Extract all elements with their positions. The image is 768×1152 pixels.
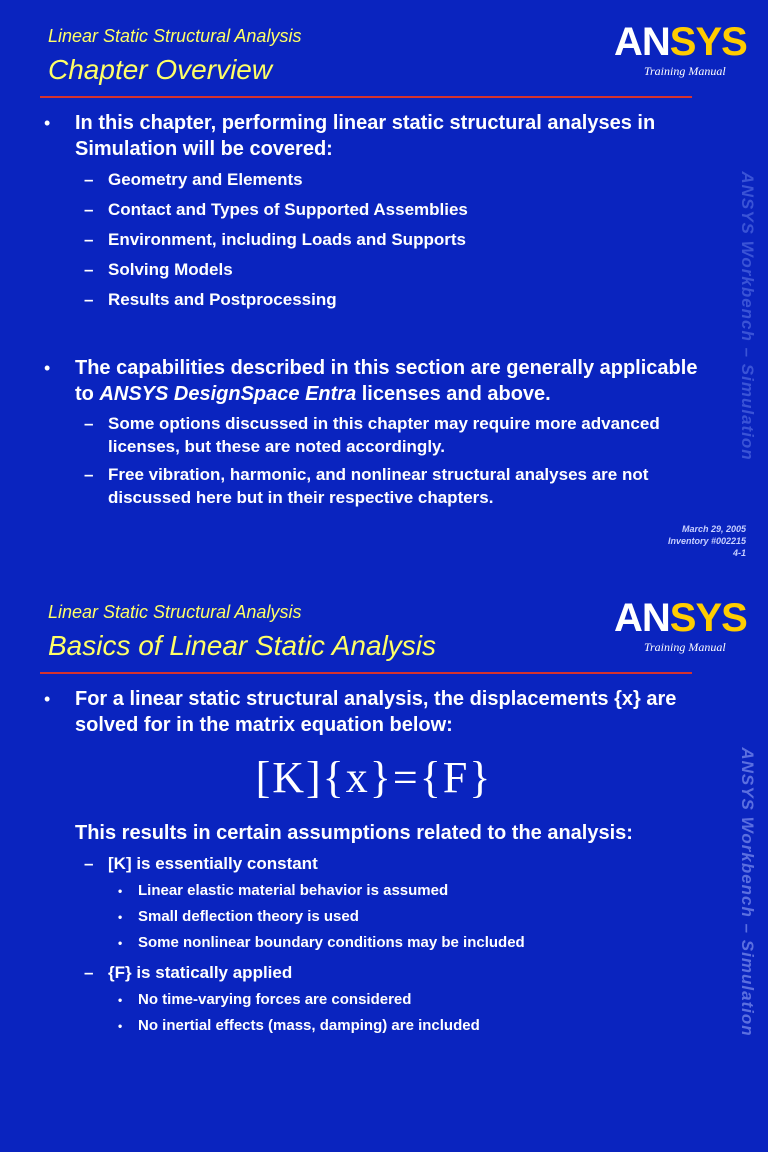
list-item: – Environment, including Loads and Supports [44, 228, 704, 251]
slide-footer [668, 523, 746, 559]
list-item: • Small deflection theory is used [44, 907, 704, 927]
product-name: ANSYS DesignSpace Entra [99, 383, 357, 405]
list-item: • Linear elastic material behavior is assumed [44, 881, 704, 901]
list-item: – Free vibration, harmonic, and nonlinear structural analyses are not discussed here but in their respective chapters. [44, 463, 704, 509]
slide-subtitle: Linear Static Structural Analysis [48, 26, 302, 46]
title-divider [40, 672, 692, 674]
matrix-equation: [K]{x}={F} [255, 753, 493, 802]
list-item: – Results and Postprocessing [44, 288, 704, 311]
list-item: – Contact and Types of Supported Assemblies [44, 198, 704, 221]
side-watermark: ANSYS Workbench – Simulation [738, 747, 757, 1037]
slide-title: Chapter Overview [48, 54, 273, 85]
k-constant-item: – [K] is essentially constant [44, 852, 704, 875]
list-item: – Some options discussed in this chapter may require more advanced licenses, but these are noted accordingly. [44, 412, 704, 458]
bullet-displacements: • For a linear static structural analysis, the displacements {x} are solved for in the matrix equation below: [44, 686, 704, 738]
bullet-chapter-intro: • In this chapter, performing linear static structural analyses in Simulation will be covered: [44, 110, 704, 162]
list-item: – Geometry and Elements [44, 168, 704, 191]
footer-page-number: 4-1 [732, 548, 746, 558]
slide-body [44, 686, 704, 1036]
ansys-logo: ANSYS [614, 596, 747, 640]
training-manual-label: Training Manual [644, 640, 726, 654]
list-item: • Some nonlinear boundary conditions may be included [44, 933, 704, 953]
ansys-logo: ANSYS [614, 20, 747, 64]
list-item: • No time-varying forces are considered [44, 990, 704, 1010]
footer-date: March 29, 2005 [681, 524, 746, 534]
title-divider [40, 96, 692, 98]
bullet-capabilities: • The capabilities described in this section are generally applicable to ANSYS DesignSpace Entra licenses and above. [44, 355, 704, 407]
f-static-item: – {F} is statically applied [44, 961, 704, 984]
slide-title: Basics of Linear Static Analysis [48, 630, 437, 661]
side-watermark: ANSYS Workbench – Simulation [738, 171, 757, 461]
slide-body [44, 110, 704, 509]
list-item: – Solving Models [44, 258, 704, 281]
slide-subtitle: Linear Static Structural Analysis [48, 602, 302, 622]
slide-basics-linear-static [0, 576, 768, 1152]
footer-inventory: Inventory #002215 [667, 536, 746, 546]
training-manual-label: Training Manual [644, 64, 726, 78]
assumptions-intro: This results in certain assumptions related to the analysis: [75, 822, 633, 844]
list-item: • No inertial effects (mass, damping) are included [44, 1016, 704, 1036]
